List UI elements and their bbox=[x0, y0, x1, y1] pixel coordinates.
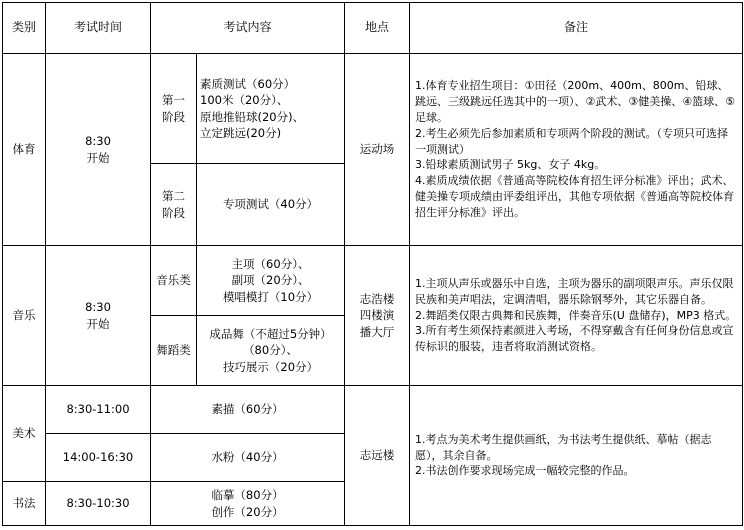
pe-location: 运动场 bbox=[345, 54, 410, 246]
art-calligraphy-note-2: 2.书法创作要求现场完成一幅较完整的作品。 bbox=[415, 464, 635, 478]
header-time: 考试时间 bbox=[46, 3, 151, 54]
art-content-1: 素描（60分） bbox=[151, 386, 345, 434]
header-row bbox=[3, 3, 743, 54]
music-note-3: 3.所有考生须保持素颜进入考场，不得穿戴含有任何身份信息或宣传标识的服装，违者将取消测试资格。 bbox=[415, 324, 734, 354]
art-row-1 bbox=[3, 386, 743, 434]
pe-note-2: 2.考生必须先后参加素质和专项两个阶段的测试。（专项只可选择一项测试） bbox=[415, 126, 729, 156]
pe-note-3: 3.铅球素质测试男子 5kg、女子 4kg。 bbox=[415, 158, 606, 172]
art-calligraphy-notes bbox=[410, 386, 743, 526]
music-notes bbox=[410, 246, 743, 386]
music-sub1-content: 主项（60分）、 副项（20分）、 模唱模打（10分） bbox=[197, 246, 345, 316]
pe-notes bbox=[410, 54, 743, 246]
header-notes: 备注 bbox=[410, 3, 743, 54]
art-category: 美术 bbox=[3, 386, 46, 482]
calligraphy-time: 8:30-10:30 bbox=[46, 482, 151, 526]
exam-schedule-table bbox=[2, 2, 743, 526]
pe-row-1 bbox=[3, 54, 743, 164]
music-sub1-label: 音乐类 bbox=[151, 246, 197, 316]
art-time-2: 14:00-16:30 bbox=[46, 434, 151, 482]
pe-time: 8:30 开始 bbox=[46, 54, 151, 246]
calligraphy-content: 临摹（80分） 创作（20分） bbox=[151, 482, 345, 526]
art-calligraphy-note-1: 1.考点为美术考生提供画纸，为书法考生提供纸、摹帖（据志愿），其余自备。 bbox=[415, 432, 712, 462]
music-note-2: 2.舞蹈类仅限古典舞和民族舞，伴奏音乐(U 盘储存)，MP3 格式。 bbox=[415, 308, 737, 322]
music-category: 音乐 bbox=[3, 246, 46, 386]
pe-stage2-label: 第二 阶段 bbox=[151, 164, 197, 246]
music-sub2-content: 成品舞（不超过5分钟）（80分）、 技巧展示（20分） bbox=[197, 316, 345, 386]
calligraphy-category: 书法 bbox=[3, 482, 46, 526]
pe-stage1-content: 素质测试（60分） 100米（20分）、 原地推铅球(20分)、 立定跳远(20分) bbox=[197, 54, 345, 164]
pe-note-4: 4.素质成绩依据《普通高等院校体育招生评分标准》评出；武术、健美操专项成绩由评委组评出，其他专项依据《普通高等院校体育招生评分标准》评出。 bbox=[415, 174, 735, 220]
pe-stage2-content: 专项测试（40分） bbox=[197, 164, 345, 246]
music-row-1 bbox=[3, 246, 743, 316]
pe-note-1: 1.体育专业招生项目：①田径（200m、400m、800m、铅球、跳远、三级跳远任选其中的一项）、②武术、③健美操、④篮球、⑤足球。 bbox=[415, 78, 735, 124]
art-content-2: 水粉（40分） bbox=[151, 434, 345, 482]
header-location: 地点 bbox=[345, 3, 410, 54]
header-category: 类别 bbox=[3, 3, 46, 54]
music-sub2-label: 舞蹈类 bbox=[151, 316, 197, 386]
pe-stage1-label: 第一 阶段 bbox=[151, 54, 197, 164]
music-note-1: 1.主项从声乐或器乐中自选，主项为器乐的副项限声乐。声乐仅限民族和美声唱法，定调清唱，器乐除钢琴外，其它乐器自备。 bbox=[415, 276, 734, 306]
pe-category: 体育 bbox=[3, 54, 46, 246]
music-location: 志浩楼 四楼演 播大厅 bbox=[345, 246, 410, 386]
header-content: 考试内容 bbox=[151, 3, 345, 54]
music-time: 8:30 开始 bbox=[46, 246, 151, 386]
art-time-1: 8:30-11:00 bbox=[46, 386, 151, 434]
art-calligraphy-location: 志远楼 bbox=[345, 386, 410, 526]
